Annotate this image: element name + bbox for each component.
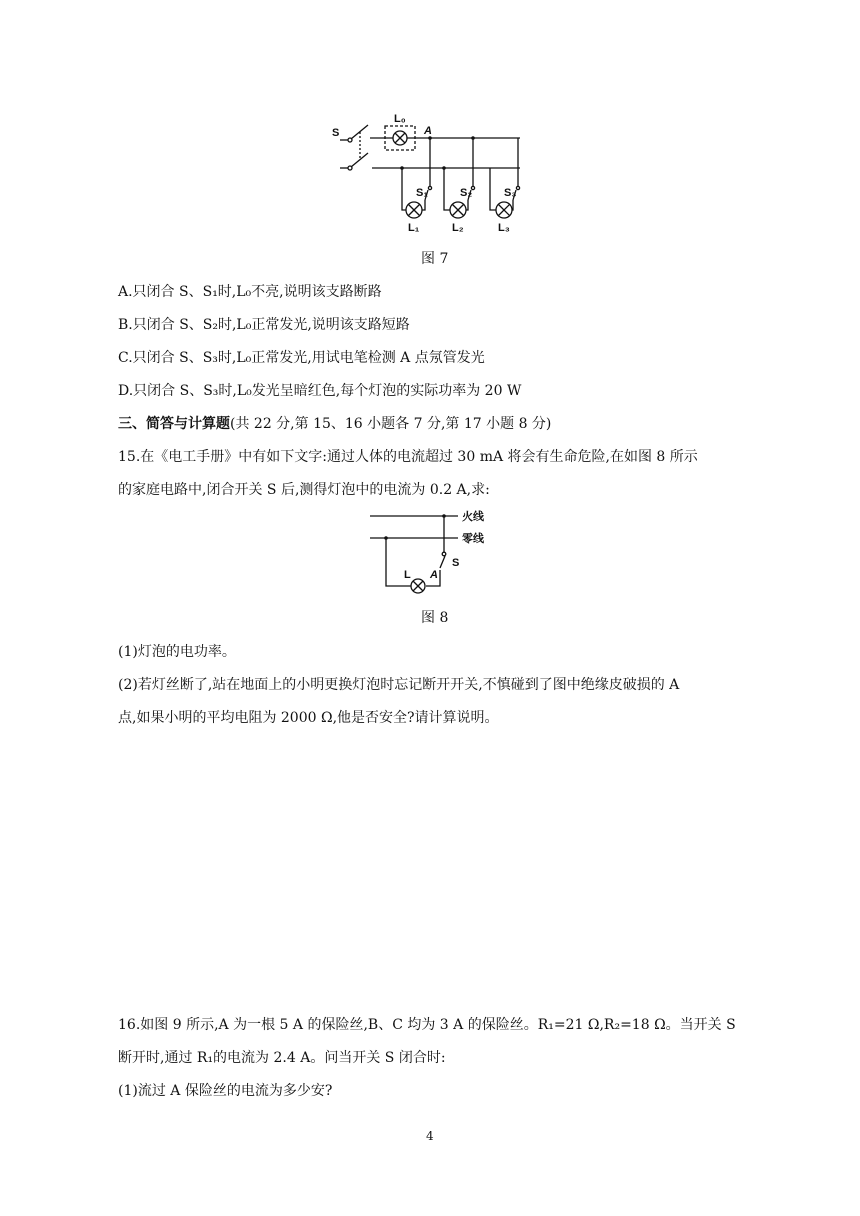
fig8-label-l: L <box>404 569 411 581</box>
fig8-label-s: S <box>452 557 460 569</box>
q15-sub1: (1)灯泡的电功率。 <box>118 644 236 660</box>
fig7-label-l2: L₂ <box>452 222 464 234</box>
section-3-note: (共 22 分,第 15、16 小题各 7 分,第 17 小题 8 分) <box>230 416 552 432</box>
page-number: 4 <box>426 1129 434 1143</box>
q16-line2: 断开时,通过 R₁的电流为 2.4 A。问当开关 S 闭合时: <box>118 1050 446 1066</box>
fig8-label-live: 火线 <box>462 511 484 523</box>
q15-line1: 15.在《电工手册》中有如下文字:通过人体的电流超过 30 mA 将会有生命危险,在如图 8 所示 <box>118 449 698 465</box>
q15-sub2-line2: 点,如果小明的平均电阻为 2000 Ω,他是否安全?请计算说明。 <box>118 710 499 726</box>
option-b: B.只闭合 S、S₂时,L₀正常发光,说明该支路短路 <box>118 317 410 333</box>
q16-sub1: (1)流过 A 保险丝的电流为多少安? <box>118 1083 333 1099</box>
fig7-label-l3: L₃ <box>498 222 510 234</box>
fig7-label-s1: S₁ <box>416 187 428 199</box>
fig7-label-a: A <box>424 125 432 137</box>
figure-7-circuit <box>330 108 530 236</box>
fig7-label-s: S <box>332 127 340 139</box>
figure-8-circuit <box>366 506 506 602</box>
option-c: C.只闭合 S、S₃时,L₀正常发光,用试电笔检测 A 点氖管发光 <box>118 350 485 366</box>
q15-line2: 的家庭电路中,闭合开关 S 后,测得灯泡中的电流为 0.2 A,求: <box>118 482 490 498</box>
fig7-label-l0: L₀ <box>394 113 406 125</box>
q15-sub2-line1: (2)若灯丝断了,站在地面上的小明更换灯泡时忘记断开开关,不慎碰到了图中绝缘皮破损的 A <box>118 677 680 693</box>
fig8-label-a: A <box>430 569 438 581</box>
option-d: D.只闭合 S、S₃时,L₀发光呈暗红色,每个灯泡的实际功率为 20 W <box>118 383 522 399</box>
fig8-caption: 图 8 <box>421 610 449 626</box>
fig8-label-neutral: 零线 <box>462 533 484 545</box>
fig7-label-l1: L₁ <box>408 222 420 234</box>
fig7-label-s3: S₃ <box>504 187 517 199</box>
section-3-heading <box>118 414 551 434</box>
fig7-label-s2: S₂ <box>460 187 473 199</box>
q16-line1: 16.如图 9 所示,A 为一根 5 A 的保险丝,B、C 均为 3 A 的保险丝。R₁=21 Ω,R₂=18 Ω。当开关 S <box>118 1017 736 1033</box>
section-3-title: 三、简答与计算题 <box>118 416 230 432</box>
fig7-caption: 图 7 <box>421 251 449 267</box>
option-a: A.只闭合 S、S₁时,L₀不亮,说明该支路断路 <box>118 284 382 300</box>
